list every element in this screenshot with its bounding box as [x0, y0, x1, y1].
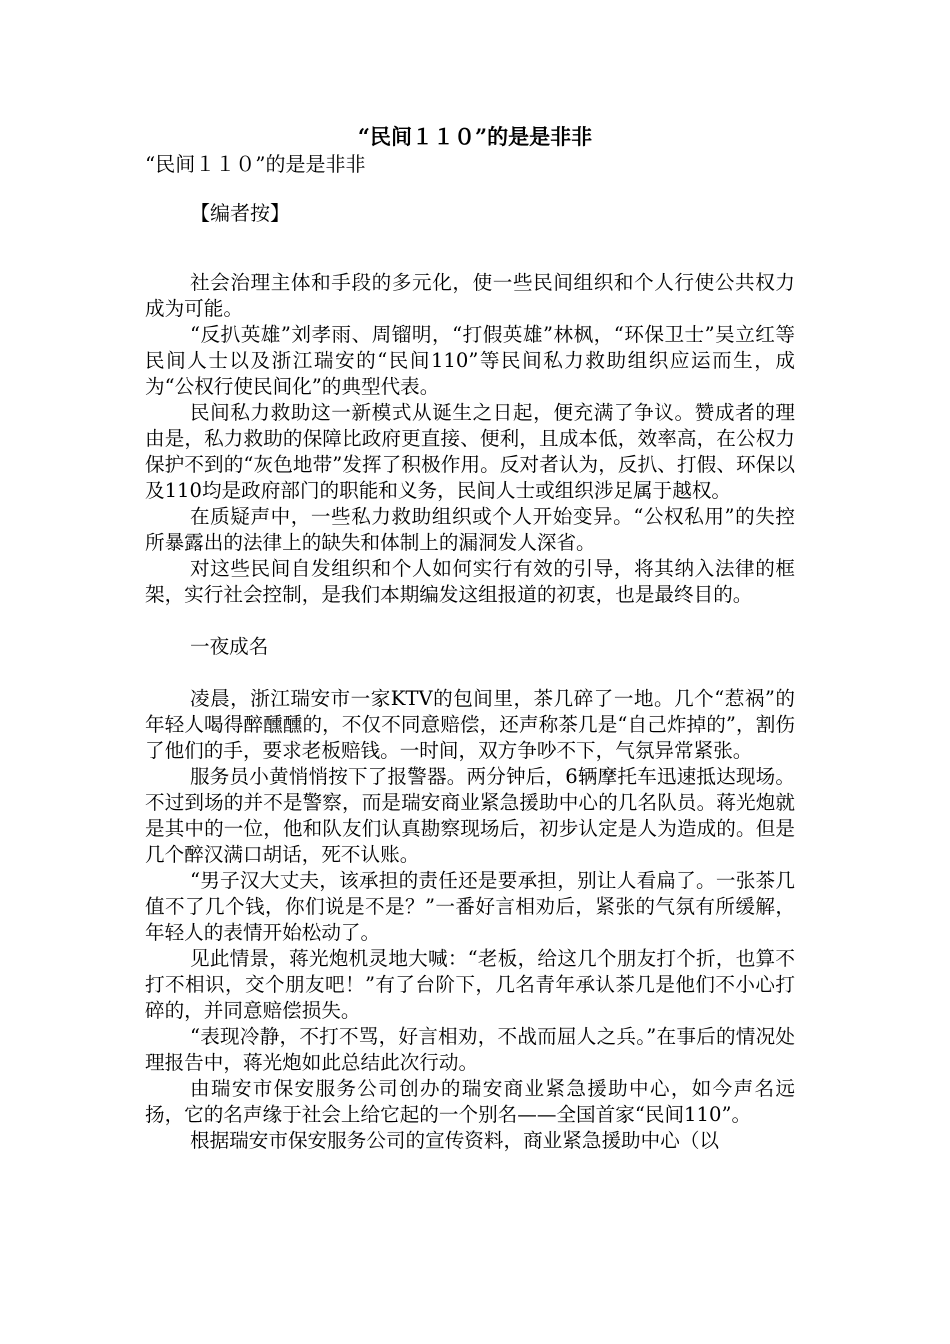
story-paragraph: “男子汉大丈夫，该承担的责任还是要承担，别让人看扁了。一张茶几值不了几个钱，你们说是不是？”一番好言相劝后，紧张的气氛有所缓解，年轻人的表情开始松动了。 — [145, 869, 795, 944]
section-heading: 一夜成名 — [190, 635, 269, 658]
document-title: “民间１１０”的是是非非 — [357, 124, 593, 149]
intro-paragraph: 对这些民间自发组织和个人如何实行有效的引导，将其纳入法律的框架，实行社会控制，是我们本期编发这组报道的初衷，也是最终目的。 — [145, 557, 795, 606]
paragraph-spacer — [145, 660, 795, 686]
story-paragraph: 根据瑞安市保安服务公司的宣传资料，商业紧急援助中心（以 — [190, 1129, 720, 1152]
intro-paragraph: 社会治理主体和手段的多元化，使一些民间组织和个人行使公共权力成为可能。 — [145, 271, 795, 320]
intro-paragraph: 在质疑声中，一些私力救助组织或个人开始变异。“公权私用”的失控所暴露出的法律上的缺失和体制上的漏洞发人深省。 — [145, 505, 795, 554]
story-paragraph: 见此情景，蒋光炮机灵地大喊：“老板，给这几个朋友打个折，也算不打不相识，交个朋友吧！”有了台阶下，几名青年承认茶几是他们不小心打碎的，并同意赔偿损失。 — [145, 947, 795, 1022]
document-body — [145, 270, 795, 1154]
story-paragraph: 由瑞安市保安服务公司创办的瑞安商业紧急援助中心，如今声名远扬，它的名声缘于社会上给它起的一个别名——全国首家“民间110”。 — [145, 1077, 795, 1126]
story-paragraph: 服务员小黄悄悄按下了报警器。两分钟后，6辆摩托车迅速抵达现场。不过到场的并不是警察，而是瑞安商业紧急援助中心的几名队员。蒋光炮就是其中的一位，他和队友们认真勘察现场后，初步认定是人为造成的。但是几个醉汉满口胡话，死不认账。 — [145, 765, 795, 866]
editor-note-heading: 【编者按】 — [190, 201, 290, 225]
story-paragraph: “表现冷静，不打不骂，好言相劝，不战而屈人之兵。”在事后的情况处理报告中，蒋光炮如此总结此次行动。 — [145, 1025, 795, 1074]
story-paragraph: 凌晨，浙江瑞安市一家KTV的包间里，茶几碎了一地。几个“惹祸”的年轻人喝得醉醺醺的，不仅不同意赔偿，还声称茶几是“自己炸掉的”，割伤了他们的手，要求老板赔钱。一时间，双方争吵不下，气氛异常紧张。 — [145, 687, 795, 762]
intro-paragraph: “反扒英雄”刘孝雨、周镏明，“打假英雄”林枫，“环保卫士”吴立红等民间人士以及浙江瑞安的“民间110”等民间私力救助组织应运而生，成为“公权行使民间化”的典型代表。 — [145, 323, 795, 398]
document-subtitle: “民间１１０”的是是非非 — [145, 152, 366, 176]
intro-paragraph: 民间私力救助这一新模式从诞生之日起，便充满了争议。赞成者的理由是，私力救助的保障比政府更直接、便利，且成本低，效率高，在公权力保护不到的“灰色地带”发挥了积极作用。反对者认为，反扒、打假、环保以及110均是政府部门的职能和义务，民间人士或组织涉足属于越权。 — [145, 401, 795, 502]
paragraph-spacer — [145, 608, 795, 634]
